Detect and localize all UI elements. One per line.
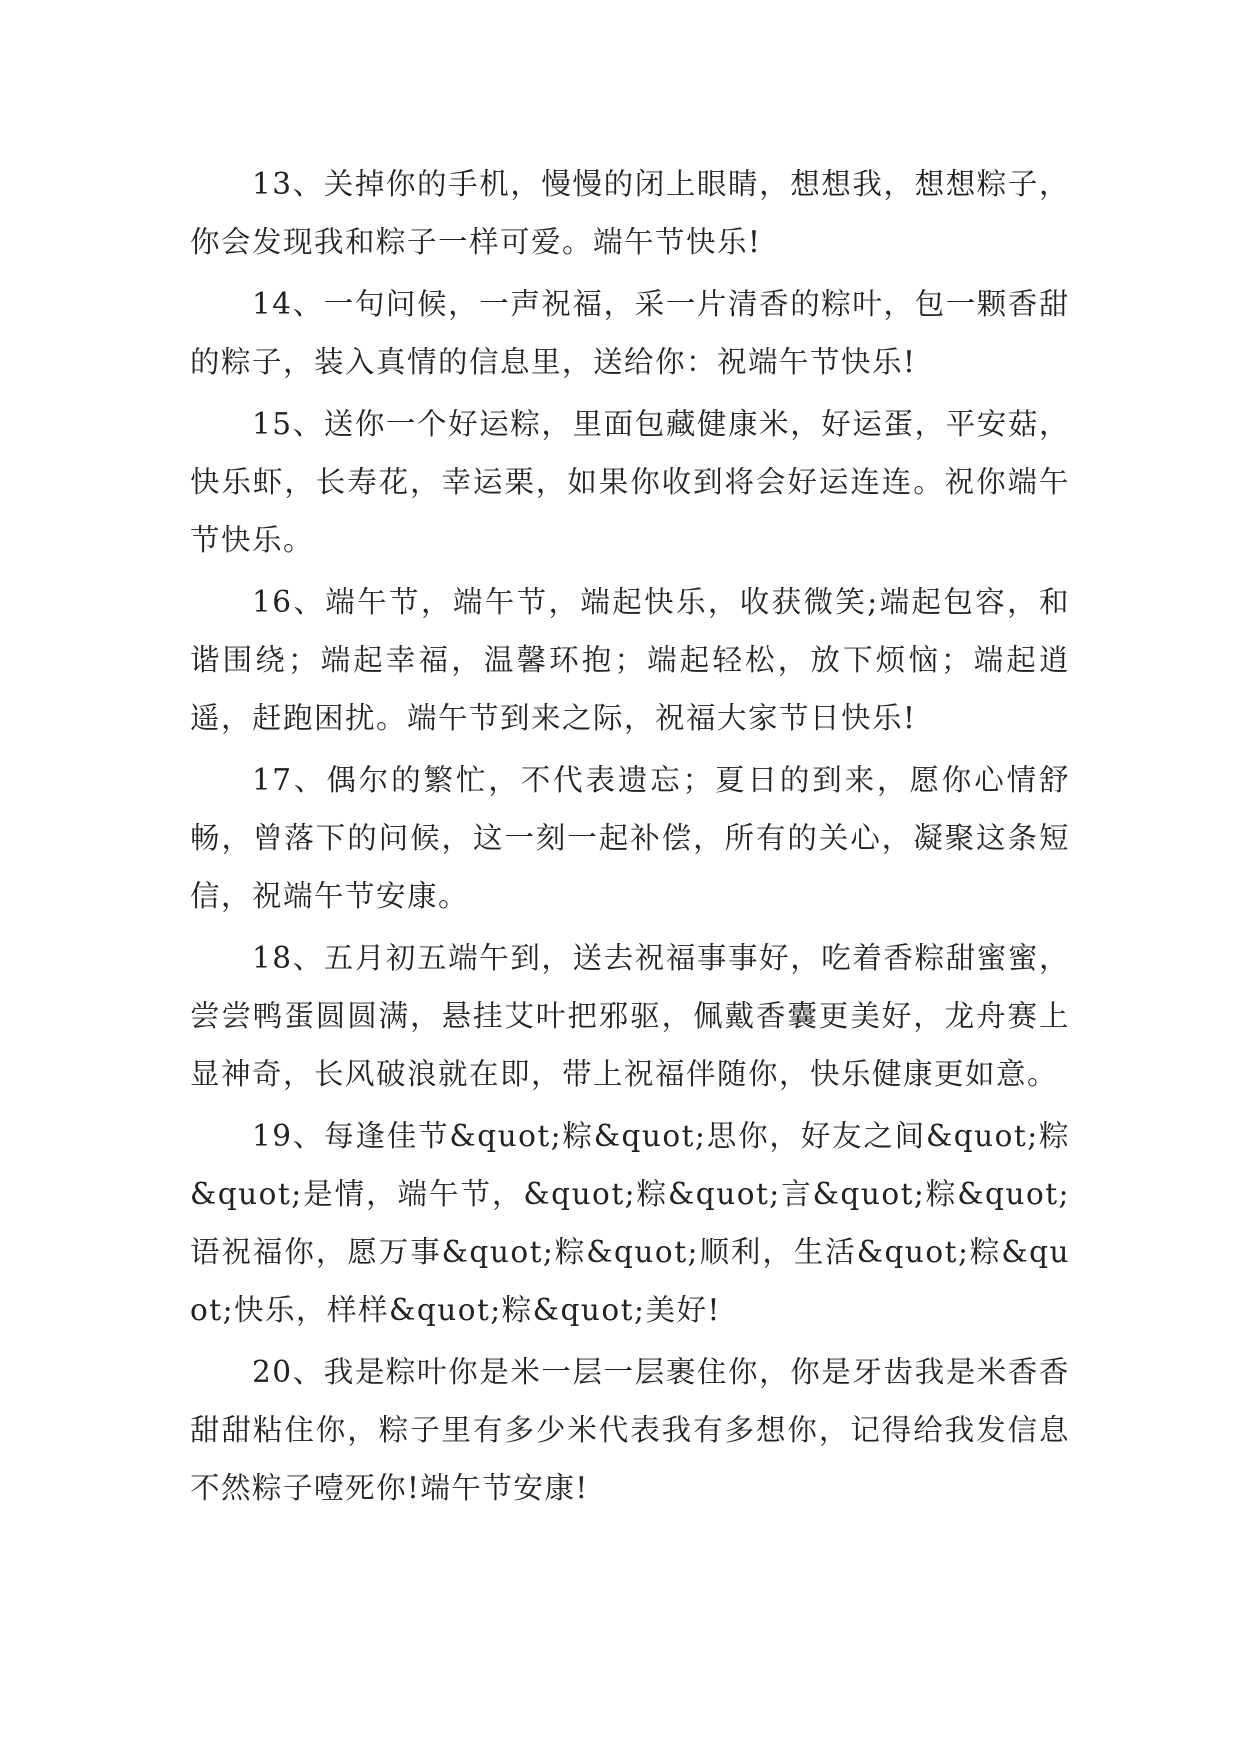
- paragraph-15: 15、送你一个好运粽，里面包藏健康米，好运蛋，平安菇，快乐虾，长寿花，幸运栗，如果你收到将会好运连连。祝你端午节快乐。: [190, 407, 1070, 557]
- paragraph-20: 20、我是粽叶你是米一层一层裹住你，你是牙齿我是米香香甜甜粘住你，粽子里有多少米代表我有多想你，记得给我发信息不然粽子噎死你!端午节安康!: [190, 1355, 1070, 1505]
- paragraph-16: 16、端午节，端午节，端起快乐，收获微笑;端起包容，和谐围绕；端起幸福，温馨环抱；端起轻松，放下烦恼；端起逍遥，赶跑困扰。端午节到来之际，祝福大家节日快乐!: [190, 585, 1070, 735]
- paragraph-13: 13、关掉你的手机，慢慢的闭上眼睛，想想我，想想粽子，你会发现我和粽子一样可爱。端午节快乐!: [190, 167, 1070, 259]
- paragraph-18: 18、五月初五端午到，送去祝福事事好，吃着香粽甜蜜蜜，尝尝鸭蛋圆圆满，悬挂艾叶把邪驱，佩戴香囊更美好，龙舟赛上显神奇，长风破浪就在即，带上祝福伴随你，快乐健康更如意。: [190, 941, 1070, 1091]
- paragraph-19: 19、每逢佳节&quot;粽&quot;思你，好友之间&quot;粽&quot;是情，端午节，&quot;粽&quot;言&quot;粽&quot;语祝福你，愿万事&quot;粽&quot;顺利，生活&quot;粽&quot;快乐，样样&quot;粽&quot;美好!: [190, 1119, 1070, 1327]
- paragraph-17: 17、偶尔的繁忙，不代表遗忘；夏日的到来，愿你心情舒畅，曾落下的问候，这一刻一起补偿，所有的关心，凝聚这条短信，祝端午节安康。: [190, 763, 1070, 913]
- paragraph-14: 14、一句问候，一声祝福，采一片清香的粽叶，包一颗香甜的粽子，装入真情的信息里，送给你：祝端午节快乐!: [190, 287, 1070, 379]
- document-body: [190, 155, 1070, 1521]
